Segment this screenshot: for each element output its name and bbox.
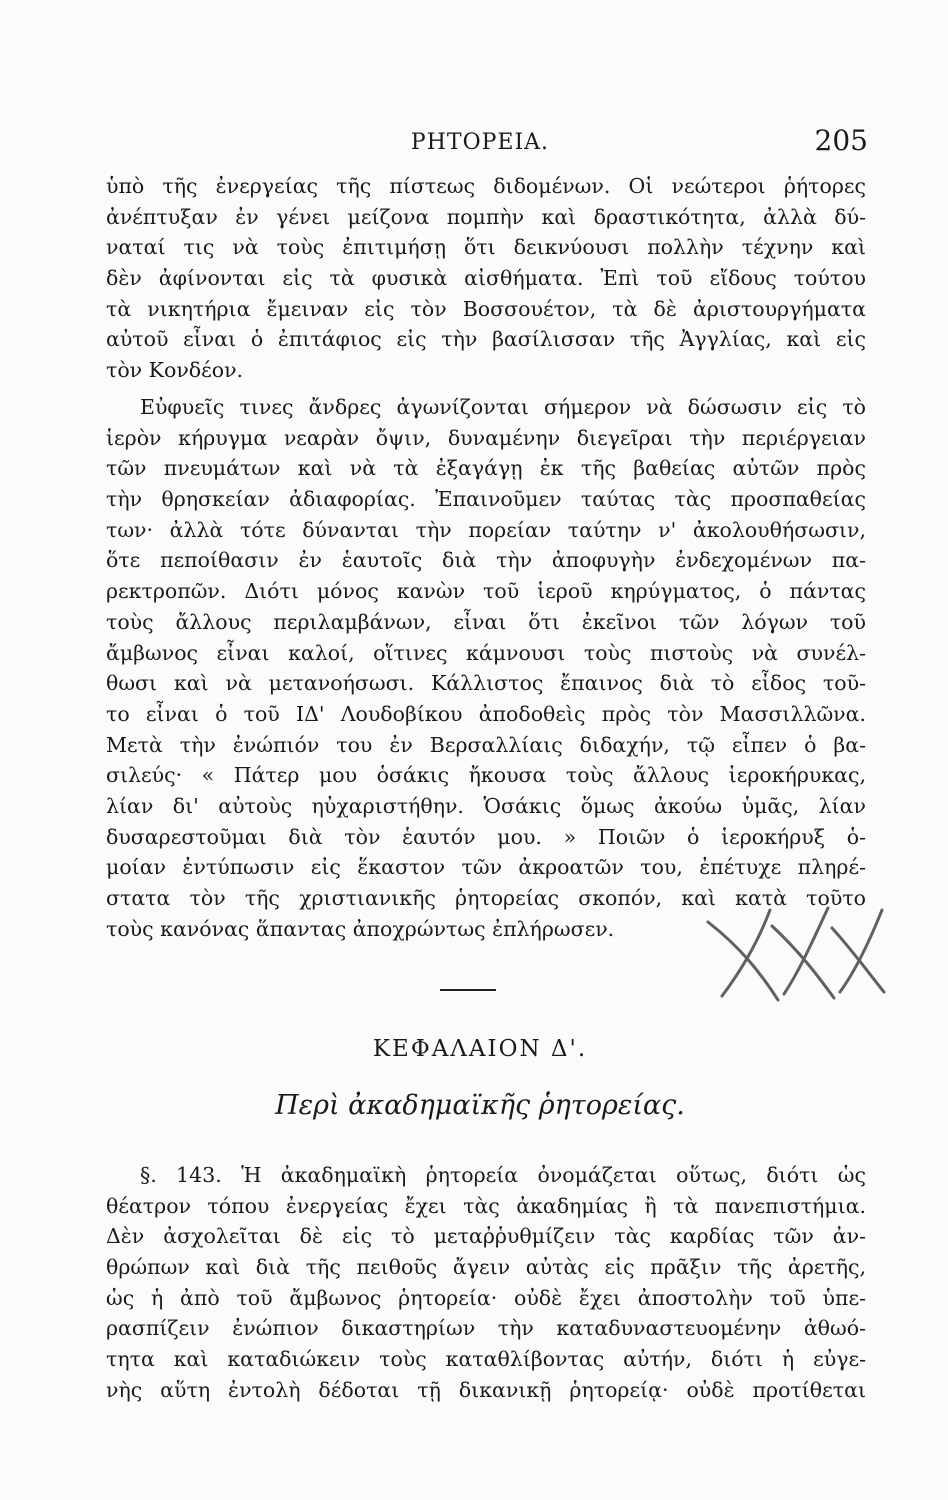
text-line: ὡς ἡ ἀπὸ τοῦ ἄμβωνος ῥητορεία· οὐδὲ ἔχει ἀποστολὴν τοῦ ὑπε-: [106, 1285, 866, 1310]
text-line: των· ἀλλὰ τότε δύνανται τὴν πορείαν ταύτην ν' ἀκολουθήσωσιν,: [106, 517, 866, 542]
pencil-cross-marks: [700, 892, 890, 1012]
chapter-subtitle: Περὶ ἀκαδημαϊκῆς ῥητορείας.: [275, 1090, 685, 1121]
section-separator: [440, 989, 496, 991]
text-line: θέατρον τόπου ἐνεργείας ἔχει τὰς ἀκαδημίας ἢ τὰ πανεπιστήμια.: [106, 1193, 866, 1218]
running-head: [100, 124, 868, 164]
text-line: δυσαρεστοῦμαι διὰ τὸν ἑαυτόν μου. » Ποιῶν ὁ ἱεροκήρυξ ὁ-: [106, 824, 866, 849]
text-line: τὴν θρησκείαν ἀδιαφορίας. Ἐπαινοῦμεν ταύτας τὰς προσπαθείας: [106, 487, 866, 512]
text-line: ρασπίζειν ἐνώπιον δικαστηρίων τὴν καταδυναστευομένην ἀθωό-: [106, 1316, 866, 1341]
text-line: θωσι καὶ νὰ μετανοήσωσι. Κάλλιστος ἔπαινος διὰ τὸ εἶδος τοῦ-: [106, 671, 866, 696]
text-line: ναταί τις νὰ τοὺς ἐπιτιμήσῃ ὅτι δεικνύουσι πολλὴν τέχνην καὶ: [106, 235, 866, 260]
chapter-title: ΚΕΦΑΛΑΙΟΝ Δ'.: [372, 1036, 588, 1062]
text-line: ἀνέπτυξαν ἐν γένει μείζονα πομπὴν καὶ δραστικότητα, ἀλλὰ δύ-: [106, 204, 866, 229]
text-line: το εἶναι ὁ τοῦ ΙΔ' Λουδοβίκου ἀποδοθεὶς πρὸς τὸν Μασσιλλῶνα.: [106, 701, 866, 726]
paragraph-continued: [106, 171, 866, 386]
text-line: δὲν ἀφίνονται εἰς τὰ φυσικὰ αἰσθήματα. Ἐπὶ τοῦ εἴδους τούτου: [106, 266, 866, 291]
text-line: τὸν Κονδέον.: [106, 358, 244, 383]
text-line: τὰ νικητήρια ἔμειναν εἰς τὸν Βοσσουέτον, τὰ δὲ ἀριστουργήματα: [106, 296, 866, 321]
text-line: θρώπων καὶ διὰ τῆς πειθοῦς ἄγειν αὐτὰς εἰς πρᾶξιν τῆς ἀρετῆς,: [106, 1255, 866, 1280]
text-line: τητα καὶ καταδιώκειν τοὺς καταθλίβοντας αὐτήν, διότι ἡ εὐγε-: [106, 1347, 866, 1372]
running-title: ΡΗΤΟΡΕΙΑ.: [410, 130, 550, 155]
paragraph-preaching: [106, 392, 866, 944]
text-line: ὅτε πεποίθασιν ἐν ἑαυτοῖς διὰ τὴν ἀποφυγὴν ἐνδεχομένων πα-: [106, 548, 866, 573]
text-line: Μετὰ τὴν ἐνώπιόν του ἐν Βερσαλλίαις διδαχήν, τῷ εἶπεν ὁ βα-: [106, 732, 866, 757]
text-line: ρεκτροπῶν. Διότι μόνος κανὼν τοῦ ἱεροῦ κηρύγματος, ὁ πάντας: [106, 579, 866, 604]
text-line: τοὺς κανόνας ἅπαντας ἀποχρώντως ἐπλήρωσεν.: [106, 916, 615, 941]
text-line: ὑπὸ τῆς ἐνεργείας τῆς πίστεως διδομένων. Οἱ νεώτεροι ῥήτορες: [106, 174, 866, 198]
text-line: νὴς αὕτη ἐντολὴ δέδοται τῇ δικανικῇ ῥητορείᾳ· οὐδὲ προτίθεται: [106, 1377, 866, 1402]
text-line: σιλεύς· « Πάτερ μου ὁσάκις ἤκουσα τοὺς ἄλλους ἱεροκήρυκας,: [106, 763, 866, 788]
text-line: Δὲν ἀσχολεῖται δὲ εἰς τὸ μεταῤῥυθμίζειν τὰς καρδίας τῶν ἀν-: [106, 1224, 866, 1249]
text-line: §. 143. Ἡ ἀκαδημαϊκὴ ῥητορεία ὀνομάζεται οὕτως, διότι ὡς: [140, 1163, 866, 1187]
text-line: στατα τὸν τῆς χριστιανικῆς ῥητορείας σκοπόν, καὶ κατὰ τοῦτο: [106, 886, 866, 910]
text-line: τῶν πνευμάτων καὶ νὰ τὰ ἐξαγάγῃ ἐκ τῆς βαθείας αὐτῶν πρὸς: [106, 456, 866, 481]
text-line: αὐτοῦ εἶναι ὁ ἐπιτάφιος εἰς τὴν βασίλισσαν τῆς Ἀγγλίας, καὶ εἰς: [106, 327, 866, 352]
section-143: [106, 1160, 866, 1406]
text-line: Εὐφυεῖς τινες ἄνδρες ἀγωνίζονται σήμερον νὰ δώσωσιν εἰς τὸ: [140, 395, 866, 419]
text-line: μοίαν ἐντύπωσιν εἰς ἕκαστον τῶν ἀκροατῶν του, ἐπέτυχε πληρέ-: [106, 855, 866, 880]
text-line: ἱερὸν κήρυγμα νεαρὰν ὄψιν, δυναμένην διεγεῖραι τὴν περιέργειαν: [106, 425, 866, 450]
text-line: ἄμβωνος εἶναι καλοί, οἵτινες κάμνουσι τοὺς πιστοὺς νὰ συνέλ-: [106, 640, 866, 665]
text-line: λίαν δι' αὐτοὺς ηὐχαριστήθην. Ὁσάκις ὅμως ἀκούω ὑμᾶς, λίαν: [106, 793, 866, 818]
text-line: τοὺς ἄλλους περιλαμβάνων, εἶναι ὅτι ἐκεῖνοι τῶν λόγων τοῦ: [106, 609, 866, 634]
page-number: 205: [814, 124, 868, 157]
